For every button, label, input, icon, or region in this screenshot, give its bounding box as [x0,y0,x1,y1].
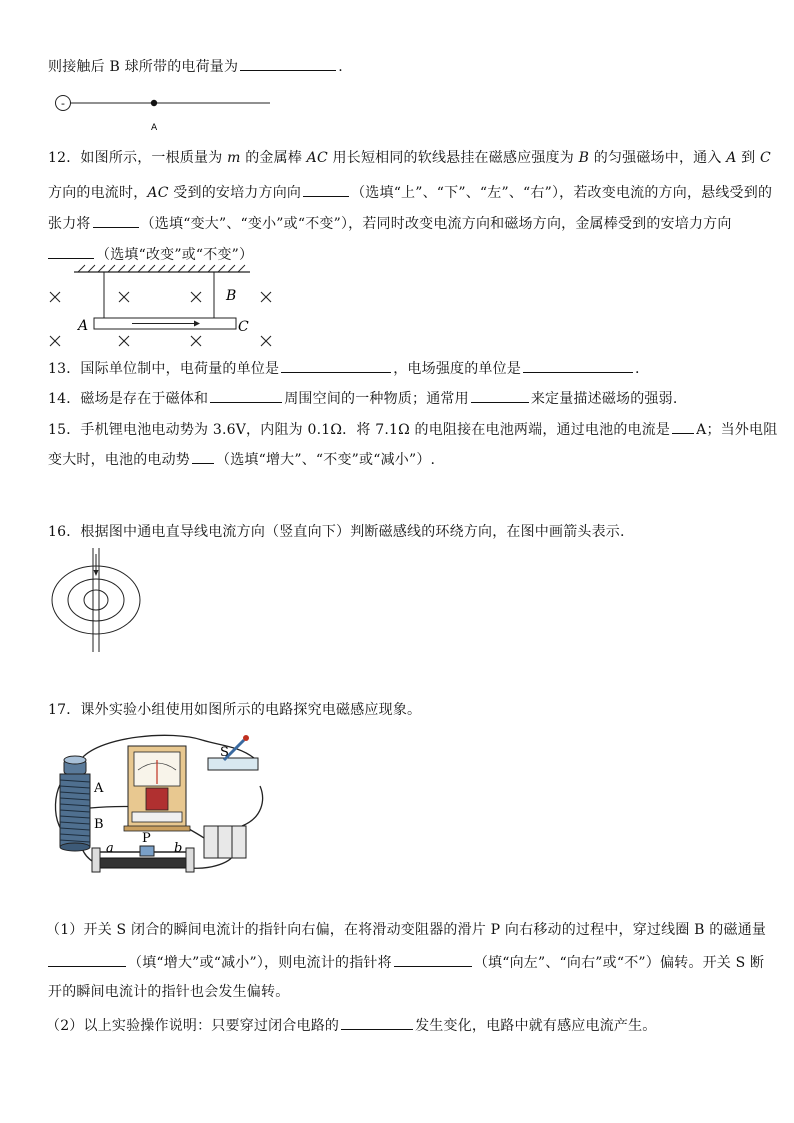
wire-field-figure [48,548,148,652]
q17-p1-line2: （填“增大”或“减小”），则电流计的指针将 （填“向左”、“向右”或“不”）偏转。开关 S 断 [48,951,764,973]
answer-blank[interactable] [471,387,529,403]
q17-p1-line1: （1）开关 S 闭合的瞬间电流计的指针向右偏，在将滑动变阻器的滑片 P 向右移动的过程中，穿过线圈 B 的磁通量 [46,922,767,938]
answer-blank[interactable] [523,357,633,373]
label-end-a: a [106,841,114,856]
q17-p2-line: （2）以上实验操作说明：只要穿过闭合电路的 发生变化，电路中就有感应电流产生。 [46,1014,657,1036]
answer-blank[interactable] [672,418,694,434]
q14-line: 14．磁场是存在于磁体和 周围空间的一种物质；通常用 来定量描述磁场的强弱. [48,387,677,409]
answer-blank[interactable] [303,181,349,197]
answer-blank[interactable] [48,951,126,967]
answer-blank[interactable] [192,448,214,464]
point-a-label: A [151,123,158,132]
switch-s [208,758,258,770]
metal-rod-figure [44,264,284,350]
battery-cell [204,826,218,858]
magnet [146,788,168,810]
rheostat-coil [98,858,188,868]
label-end-b: b [174,841,183,856]
q13-line: 13．国际单位制中，电荷量的单位是 ，电场强度的单位是 . [48,357,640,379]
q12-line4: （选填“改变”或“不变”） [48,243,253,265]
electromagnetic-induction-apparatus [42,730,272,876]
label-s: S [220,745,229,760]
prev-question-line: 则接触后 B 球所带的电荷量为 . [48,55,343,77]
q15-line2: 变大时，电池的电动势 （选填“增大”、“不变”或“减小”）. [48,448,435,470]
q16-line: 16．根据图中通电直导线电流方向（竖直向下）判断磁感线的环绕方向，在图中画箭头表示. [48,524,625,540]
field-line-outer [52,566,140,634]
answer-blank[interactable] [281,357,391,373]
q12-line3: 张力将 （选填“变大”、“变小”或“不变”），若同时改变电流方向和磁场方向，金属棒受到的安培力方向 [48,212,732,234]
answer-blank[interactable] [93,212,139,228]
charge-sign: - [61,97,65,110]
field-label-b: B [226,288,237,304]
answer-blank[interactable] [341,1014,413,1030]
label-b: B [94,817,104,832]
label-p: P [142,831,151,846]
ceiling-hatch [78,265,245,272]
q12-line1: 12．如图所示，一根质量为 m 的金属棒 AC 用长短相同的软线悬挂在磁感应强度为 B 的匀强磁场中，通入 A 到 C [48,150,771,166]
answer-blank[interactable] [48,243,94,259]
prev-question-text: 则接触后 B 球所带的电荷量为 [48,59,239,75]
point-a [151,100,157,106]
q15-line1: 15．手机锂电池电动势为 3.6V，内阻为 0.1Ω．将 7.1Ω 的电阻接在电池两端，通过电池的电流是 A；当外电阻 [48,418,777,440]
rod-end-c-label: C [238,319,249,335]
label-a: A [94,781,104,796]
charge-line-figure [48,92,278,132]
field-line-middle [68,579,124,621]
answer-blank[interactable] [394,951,472,967]
q17-title: 17．课外实验小组使用如图所示的电路探究电磁感应现象。 [48,702,422,718]
field-line-inner [84,590,108,610]
q17-p1-line3: 开的瞬间电流计的指针也会发生偏转。 [48,984,290,1000]
arrow-head [94,570,99,576]
q12-line2: 方向的电流时，AC 受到的安培力方向向 （选填“上”、“下”、“左”、“右”），若改变电流的方向，悬线受到的 [48,181,772,203]
slider-p [140,846,154,856]
answer-blank[interactable] [240,55,336,71]
battery-cell [232,826,246,858]
wire [242,786,263,826]
rod-end-a-label: A [78,318,89,334]
battery-cell [218,826,232,858]
answer-blank[interactable] [210,387,282,403]
